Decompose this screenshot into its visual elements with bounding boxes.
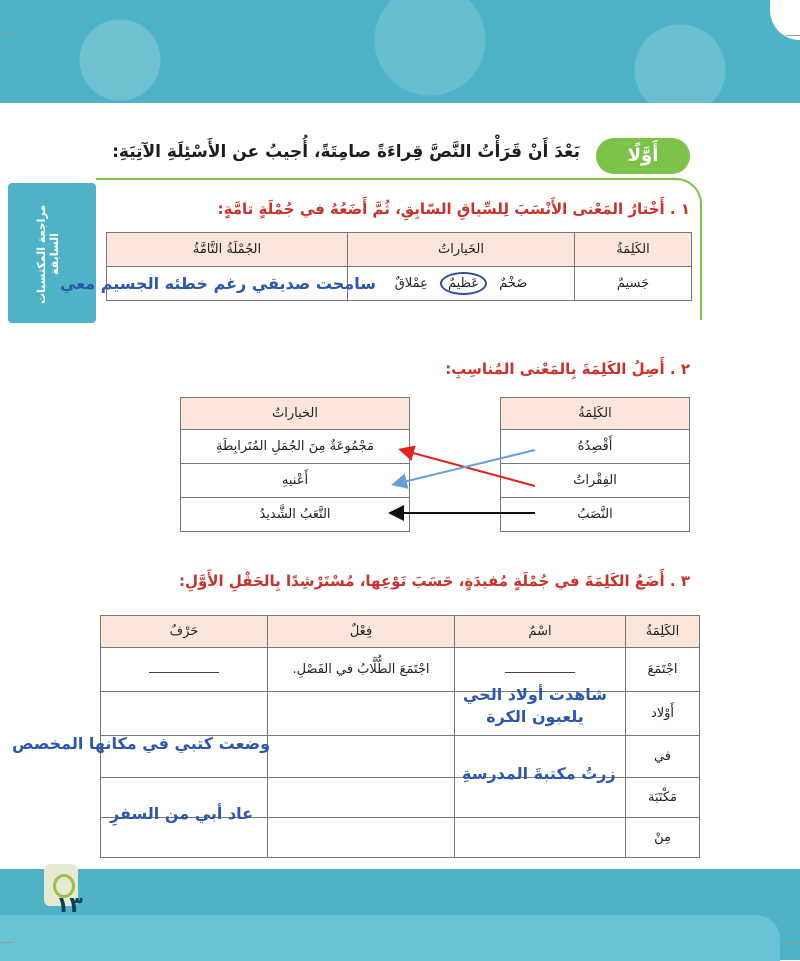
crop-mark: [0, 35, 14, 50]
q3-word: مَكْتَبَة: [626, 778, 700, 818]
q3-example: اجْتَمَعَ الطُّلَّابُ في الفَصْلِ.: [268, 648, 455, 692]
q3-answer-min: عاد أبي من السفرِ: [110, 804, 254, 823]
q3-cell: [101, 648, 268, 692]
q1-option: عِمْلاقٌ: [394, 276, 428, 291]
q3-cell: [101, 818, 268, 858]
crop-mark: [0, 942, 14, 957]
top-banner: [0, 0, 800, 103]
q2-word: الفِقْراتُ: [501, 464, 690, 498]
q2-word: أَقْصِدُهُ: [501, 430, 690, 464]
q3-cell: [268, 818, 455, 858]
page-number: ١٣: [56, 893, 83, 918]
crop-mark: [786, 942, 800, 957]
q1-word: جَسيمٌ: [575, 267, 692, 301]
q3-answer-awlad: شاهدت أولاد الحي يلعبون الكرة: [462, 685, 608, 726]
q2-words-header: الكَلِمَةُ: [501, 398, 690, 430]
header-word: الكَلِمَةُ: [575, 233, 692, 267]
q2-options-table: [180, 397, 410, 532]
q3-answer-fi: وضعت كتبي في مكانها المخصص: [12, 734, 271, 753]
q2-options-header: الخياراتُ: [181, 398, 410, 430]
q3-answer-maktaba: زرتُ مكتبةَ المدرسةِ: [462, 764, 616, 783]
q2-option: التَّعَبُ الشَّديدُ: [181, 498, 410, 532]
blank-line: [149, 672, 219, 673]
section-header: [110, 132, 690, 180]
section-badge: أَوَّلًا: [596, 138, 690, 174]
header-word: الكَلِمَةُ: [626, 616, 700, 648]
q1-option: ضَخْمٌ: [499, 276, 528, 291]
header-noun: اسْمٌ: [455, 616, 626, 648]
q1-handwritten-answer: سامحت صديقي رغم خطئه الجسيم معي: [60, 274, 376, 293]
q3-cell: [268, 692, 455, 736]
question-2-title: ٢ . أَصِلُ الكَلِمَةَ بِالمَعْنى المُناسِبِ:: [445, 360, 690, 378]
q2-matching-arrows: [380, 430, 560, 530]
q3-cell: [101, 692, 268, 736]
header-particle: حَرْفٌ: [101, 616, 268, 648]
q3-word: في: [626, 736, 700, 778]
arrow-blue: [395, 450, 535, 484]
q1-circled-option: عَظيمٌ: [440, 272, 487, 295]
q1-options-cell: [348, 267, 575, 301]
q3-cell: [268, 778, 455, 818]
side-tab-label: مراجعة المكتسبات السابقة: [35, 204, 61, 304]
q2-option: مَجْمُوعَةٌ مِنَ الجُمَلِ المُتَرابِطَةِ: [181, 430, 410, 464]
q3-cell: [455, 818, 626, 858]
bottom-strip: [0, 915, 780, 961]
header-verb: فِعْلٌ: [268, 616, 455, 648]
blank-line: [505, 672, 575, 673]
q2-option: أَعْنيهِ: [181, 464, 410, 498]
page-fold: [770, 0, 800, 40]
question-1-title: ١ . أَخْتارُ المَعْنى الأَنْسَبَ لِلسِّياقِ السّابِقِ، ثُمَّ أَضَعُهُ في جُمْلَةٍ تامَّةٍ:: [217, 200, 690, 218]
section-title: بَعْدَ أَنْ قَرَأْتُ النَّصَّ قِراءَةً صامِتَةً، أُجيبُ عن الأَسْئِلَةِ الآتِيَةِ:: [112, 142, 580, 162]
q3-word: اجْتَمَعَ: [626, 648, 700, 692]
q3-cell: [455, 778, 626, 818]
q3-word: أَوْلاد: [626, 692, 700, 736]
header-full-sentence: الجُمْلَةُ التَّامَّةُ: [107, 233, 348, 267]
q2-word: النَّصَبُ: [501, 498, 690, 532]
crop-mark: [786, 35, 800, 50]
q3-word: مِنْ: [626, 818, 700, 858]
header-options: الخَياراتُ: [348, 233, 575, 267]
question-3-title: ٣ . أَضَعُ الكَلِمَةَ في جُمْلَةٍ مُفيدَةٍ، حَسَبَ نَوْعِها، مُسْتَرْشِدًا بِالحَقْلِ الأَوَّلِ:: [178, 572, 690, 590]
q3-cell: [268, 736, 455, 778]
side-tab: [8, 183, 96, 323]
